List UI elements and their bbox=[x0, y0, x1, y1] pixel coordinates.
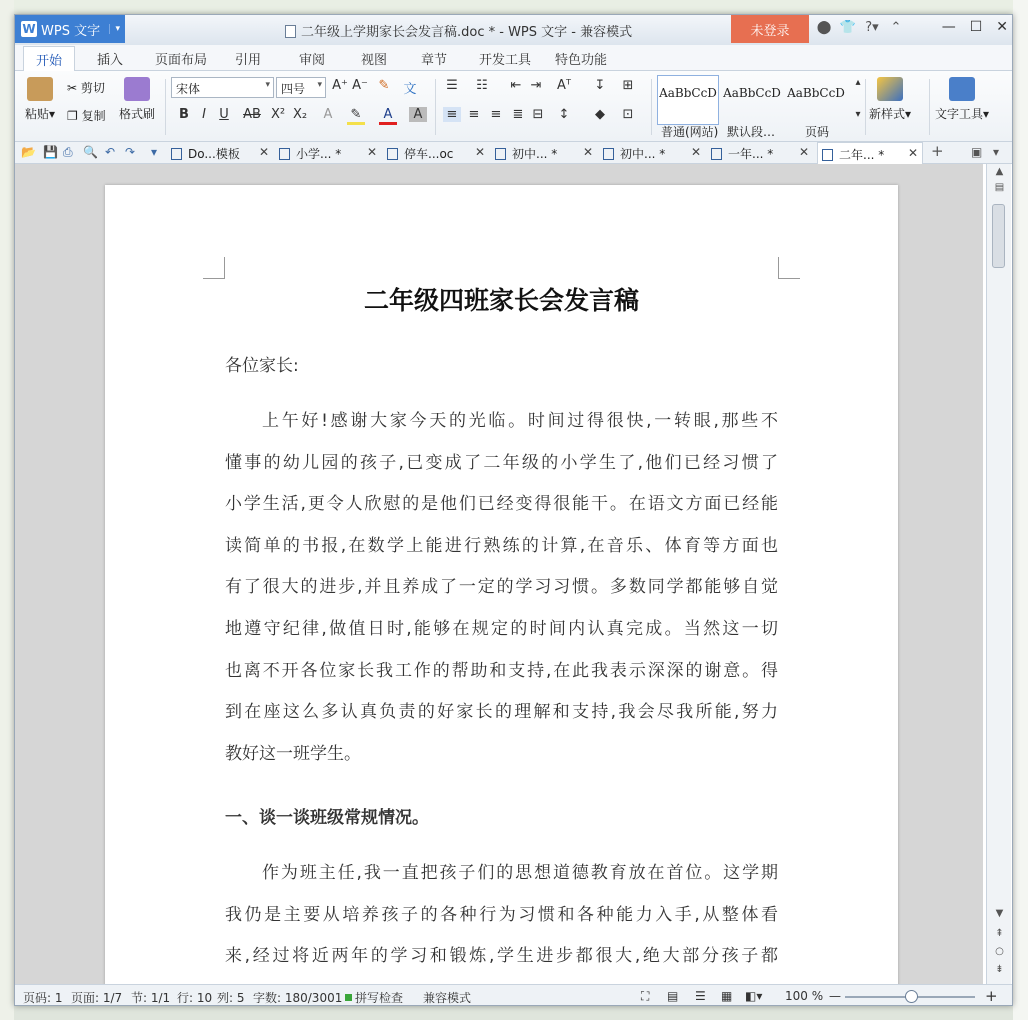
doc-tab-label: Do...模板 bbox=[188, 147, 240, 161]
margin-corner bbox=[203, 257, 225, 279]
undo-icon[interactable]: ↶ bbox=[105, 145, 116, 159]
ribbon-tabs bbox=[15, 45, 1012, 71]
prev-page-icon[interactable]: ⇞ bbox=[995, 928, 1004, 939]
document-icon bbox=[603, 148, 614, 160]
paste-button[interactable] bbox=[25, 77, 55, 122]
skin-icon[interactable]: ⬤ bbox=[816, 20, 832, 35]
doc-tab-label: 停车...oc bbox=[404, 147, 454, 161]
tab-special[interactable]: 特色功能 bbox=[555, 53, 608, 68]
text-line: 作为班主任,我一直把孩子们的思想道德教育放在首位。这学期 bbox=[262, 863, 778, 883]
close-icon[interactable]: ✕ bbox=[799, 145, 810, 159]
superscript-icon[interactable]: X² bbox=[270, 107, 286, 122]
margin-corner bbox=[778, 257, 800, 279]
close-icon[interactable]: ✕ bbox=[691, 145, 702, 159]
text-line: 我仍是主要从培养孩子的各种行为习惯和各种能力入手,从整体看 bbox=[225, 904, 778, 925]
strikethrough-icon[interactable]: AB bbox=[243, 107, 261, 122]
fullscreen-view-icon[interactable]: ⛶ bbox=[641, 989, 650, 1003]
tab-chapter[interactable]: 章节 bbox=[421, 53, 448, 68]
status-bar bbox=[15, 984, 1012, 1006]
scissors-icon: ✂ bbox=[67, 81, 78, 95]
text-effect-icon[interactable]: A bbox=[323, 107, 333, 122]
distribute-icon[interactable]: ⊟ bbox=[532, 107, 544, 122]
chevron-down-icon[interactable]: ▾ bbox=[109, 24, 125, 34]
table-icon[interactable]: ⊞ bbox=[622, 78, 634, 93]
paragraph-2 bbox=[225, 853, 778, 978]
outline-view-icon[interactable]: ☰ bbox=[695, 989, 706, 1003]
login-button[interactable]: 未登录 bbox=[731, 15, 809, 43]
zoom-level[interactable]: 100 % bbox=[785, 989, 824, 1003]
bullets-icon[interactable]: ☰ bbox=[446, 78, 458, 93]
close-icon[interactable]: ✕ bbox=[583, 145, 594, 159]
format-painter-button[interactable] bbox=[119, 77, 155, 122]
maximize-button[interactable]: ☐ bbox=[969, 19, 983, 35]
status-row: 行: 10 bbox=[177, 991, 213, 1005]
doc-tab-label: 初中... * bbox=[620, 147, 666, 161]
document-icon bbox=[822, 149, 833, 161]
close-icon[interactable]: ✕ bbox=[475, 145, 486, 159]
tab-insert[interactable]: 插入 bbox=[97, 53, 124, 68]
doc-tab[interactable] bbox=[171, 145, 271, 162]
new-style-button[interactable] bbox=[869, 77, 911, 122]
increase-indent-icon[interactable]: ⇥ bbox=[530, 78, 542, 93]
doc-tab[interactable] bbox=[495, 145, 595, 162]
vertical-scrollbar[interactable] bbox=[986, 164, 1011, 984]
new-tab-icon[interactable]: + bbox=[931, 142, 944, 160]
document-icon bbox=[171, 148, 182, 160]
text-line: 有了很大的进步,并且养成了一定的学习习惯。多数同学都能够自觉 bbox=[225, 577, 778, 598]
ribbon-home bbox=[15, 71, 1012, 142]
style-label: 普通(网站) bbox=[661, 125, 719, 139]
spell-check-label: 拼写检查 bbox=[355, 991, 404, 1005]
document-icon bbox=[711, 148, 722, 160]
text-direction-icon[interactable]: Aᵀ bbox=[557, 78, 571, 93]
section-heading: 一、谈一谈班级常规情况。 bbox=[225, 808, 429, 828]
status-page: 页码: 1 bbox=[23, 991, 63, 1005]
document-icon bbox=[279, 148, 290, 160]
salutation: 各位家长: bbox=[225, 356, 299, 376]
help-icon[interactable]: ?▾ bbox=[865, 20, 879, 35]
highlight-icon[interactable]: ✎ bbox=[347, 107, 365, 125]
status-pages: 页面: 1/7 bbox=[71, 991, 123, 1005]
numbering-icon[interactable]: ☷ bbox=[476, 78, 488, 93]
close-button[interactable]: ✕ bbox=[996, 19, 1008, 35]
wps-menu-button[interactable] bbox=[15, 15, 125, 43]
text-line: 到在座这么多认真负责的好家长的理解和支持,我会尽我所能,努力 bbox=[225, 702, 778, 723]
scroll-thumb[interactable] bbox=[992, 204, 1005, 268]
open-icon[interactable]: 📂 bbox=[21, 145, 36, 159]
browse-object-icon[interactable]: ○ bbox=[995, 946, 1004, 957]
text-line: 来,经过将近两年的学习和锻炼,学生进步都很大,绝大部分孩子都 bbox=[225, 946, 778, 967]
align-center-icon[interactable]: ≡ bbox=[468, 107, 480, 122]
doc-tab-label: 二年... * bbox=[839, 148, 885, 162]
justify-icon[interactable]: ≣ bbox=[512, 107, 524, 122]
text-line: 也离不开各位家长我工作的帮助和支持,在此我表示深深的谢意。得 bbox=[225, 660, 778, 681]
document-title: 二年级四班家长会发言稿 bbox=[363, 286, 639, 315]
paragraph-1 bbox=[225, 401, 778, 775]
status-section: 节: 1/1 bbox=[131, 991, 171, 1005]
document-icon bbox=[285, 25, 296, 38]
italic-icon[interactable]: I bbox=[202, 107, 206, 122]
style-default-paragraph[interactable] bbox=[721, 75, 783, 125]
zoom-in-icon[interactable]: + bbox=[985, 987, 998, 1005]
collapse-icon[interactable]: ⌃ bbox=[890, 20, 902, 35]
page-view-icon[interactable]: ▤ bbox=[667, 989, 679, 1003]
cut-button[interactable] bbox=[67, 79, 105, 96]
decrease-indent-icon[interactable]: ⇤ bbox=[510, 78, 522, 93]
shading-icon[interactable]: ◆ bbox=[595, 107, 605, 122]
style-preview: AaBbCcD bbox=[659, 86, 717, 100]
document-icon bbox=[387, 148, 398, 160]
paste-label: 粘贴▾ bbox=[25, 107, 56, 121]
style-preview: AaBbCcD bbox=[723, 86, 781, 100]
spell-check-icon bbox=[345, 994, 352, 1001]
clipboard-icon bbox=[27, 77, 53, 101]
text-line: 小学生活,更令人欣慰的是他们已经变得很能干。在语文方面已经能 bbox=[225, 494, 778, 515]
wps-window bbox=[14, 14, 1013, 1006]
app-name: WPS 文字 bbox=[41, 23, 101, 39]
subscript-icon[interactable]: X₂ bbox=[292, 107, 308, 122]
sort-icon[interactable]: ↧ bbox=[594, 78, 606, 93]
copy-label: 复制 bbox=[81, 109, 106, 123]
style-scroll-up-icon[interactable]: ▴ bbox=[855, 77, 861, 88]
zoom-out-icon[interactable]: — bbox=[829, 989, 841, 1003]
bold-icon[interactable]: B bbox=[179, 107, 189, 122]
text-line: 懂事的幼儿园的孩子,已变成了二年级的小学生了,他们已经习惯了 bbox=[225, 452, 778, 473]
text-line: 读简单的书报,在数学上能进行熟练的计算,在音乐、体育等方面也 bbox=[225, 535, 778, 556]
tab-list-icon[interactable]: ▣ bbox=[971, 145, 983, 159]
wps-logo-icon: W bbox=[22, 22, 36, 36]
doc-tab-label: 小学... * bbox=[296, 147, 342, 161]
chevron-up-icon[interactable]: ▲ bbox=[995, 166, 1004, 177]
clear-format-icon[interactable]: ✎ bbox=[378, 78, 390, 93]
tab-menu-icon[interactable]: ▾ bbox=[993, 145, 1000, 159]
tab-page-layout[interactable]: 页面布局 bbox=[155, 53, 208, 68]
cut-label: 剪切 bbox=[80, 81, 105, 95]
char-shading-icon[interactable]: A bbox=[409, 107, 427, 122]
style-preview: AaBbCcD bbox=[787, 86, 845, 100]
status-col: 列: 5 bbox=[217, 991, 245, 1005]
copy-button[interactable] bbox=[67, 107, 106, 124]
doc-tab[interactable] bbox=[711, 145, 811, 162]
print-preview-icon[interactable]: 🔍 bbox=[83, 145, 98, 159]
font-size-select[interactable]: 四号 ▾ bbox=[276, 77, 326, 98]
grow-font-icon[interactable]: A⁺ bbox=[332, 78, 348, 93]
text-line: 上午好!感谢大家今天的光临。时间过得很快,一转眼,那些不 bbox=[262, 411, 778, 431]
compat-mode: 兼容模式 bbox=[423, 991, 472, 1005]
text-line: 地遵守纪律,做值日时,能够在规定的时间内认真完成。当然这一切 bbox=[225, 618, 778, 639]
next-page-icon[interactable]: ⇟ bbox=[995, 964, 1004, 975]
doc-tab[interactable] bbox=[603, 145, 703, 162]
shirt-icon[interactable]: 👕 bbox=[839, 20, 857, 35]
minimize-button[interactable]: — bbox=[941, 19, 956, 35]
line-spacing-icon[interactable]: ↕ bbox=[558, 107, 570, 122]
spell-check[interactable] bbox=[345, 989, 403, 1006]
style-scroll-down-icon[interactable]: ▾ bbox=[855, 109, 861, 120]
document-workspace bbox=[15, 164, 983, 984]
style-label: 页码 bbox=[805, 125, 830, 139]
font-name-select[interactable]: 宋体 ▾ bbox=[171, 77, 274, 98]
title-bar bbox=[15, 15, 1012, 45]
align-left-icon[interactable]: ≡ bbox=[443, 107, 461, 122]
page-icon[interactable]: ▤ bbox=[994, 182, 1005, 193]
reading-view-icon[interactable]: ◧▾ bbox=[745, 989, 763, 1003]
doc-tab[interactable] bbox=[387, 145, 487, 162]
align-right-icon[interactable]: ≡ bbox=[490, 107, 502, 122]
window-title bbox=[285, 21, 632, 40]
document-tabs bbox=[15, 142, 1012, 164]
window-title-text: 二年级上学期家长会发言稿.doc * - WPS 文字 - 兼容模式 bbox=[301, 25, 633, 40]
format-painter-label: 格式刷 bbox=[119, 107, 156, 121]
borders-icon[interactable]: ⊡ bbox=[622, 107, 634, 122]
new-style-icon bbox=[877, 77, 903, 101]
shrink-font-icon[interactable]: A⁻ bbox=[352, 78, 368, 93]
doc-tab-active[interactable] bbox=[817, 142, 923, 164]
save-icon[interactable]: 💾 bbox=[43, 145, 58, 159]
text-tools-button[interactable] bbox=[935, 77, 989, 122]
style-page-number[interactable] bbox=[785, 75, 847, 125]
tab-review[interactable]: 审阅 bbox=[299, 53, 326, 68]
phonetic-icon[interactable]: 文 bbox=[403, 82, 417, 97]
underline-icon[interactable]: U bbox=[219, 107, 229, 122]
style-normal-web[interactable] bbox=[657, 75, 719, 125]
font-color-icon[interactable]: A bbox=[379, 107, 397, 125]
doc-tab[interactable] bbox=[279, 145, 379, 162]
print-icon[interactable]: ⎙ bbox=[63, 145, 73, 159]
zoom-slider-handle[interactable] bbox=[905, 990, 918, 1003]
qat-more-icon[interactable]: ▾ bbox=[151, 145, 158, 159]
copy-icon: ❐ bbox=[67, 109, 78, 123]
tab-view[interactable]: 视图 bbox=[361, 53, 388, 68]
tab-references[interactable]: 引用 bbox=[235, 53, 262, 68]
doc-tab-label: 初中... * bbox=[512, 147, 558, 161]
style-label: 默认段… bbox=[727, 125, 776, 139]
document-icon bbox=[495, 148, 506, 160]
close-icon[interactable]: ✕ bbox=[908, 146, 919, 160]
text-tools-icon bbox=[949, 77, 975, 101]
word-count[interactable]: 字数: 180/3001 bbox=[253, 991, 343, 1005]
text-tools-label: 文字工具▾ bbox=[935, 107, 990, 121]
new-style-label: 新样式▾ bbox=[869, 107, 912, 121]
web-view-icon[interactable]: ▦ bbox=[721, 989, 733, 1003]
document-page[interactable] bbox=[105, 185, 898, 995]
text-line: 教好这一班学生。 bbox=[225, 743, 361, 764]
brush-icon bbox=[124, 77, 150, 101]
redo-icon[interactable]: ↷ bbox=[125, 145, 136, 159]
tab-developer[interactable]: 开发工具 bbox=[479, 53, 532, 68]
doc-tab-label: 一年... * bbox=[728, 147, 774, 161]
chevron-down-icon[interactable]: ▼ bbox=[995, 908, 1004, 919]
close-icon[interactable]: ✕ bbox=[259, 145, 270, 159]
tab-home[interactable]: 开始 bbox=[23, 46, 75, 71]
close-icon[interactable]: ✕ bbox=[367, 145, 378, 159]
